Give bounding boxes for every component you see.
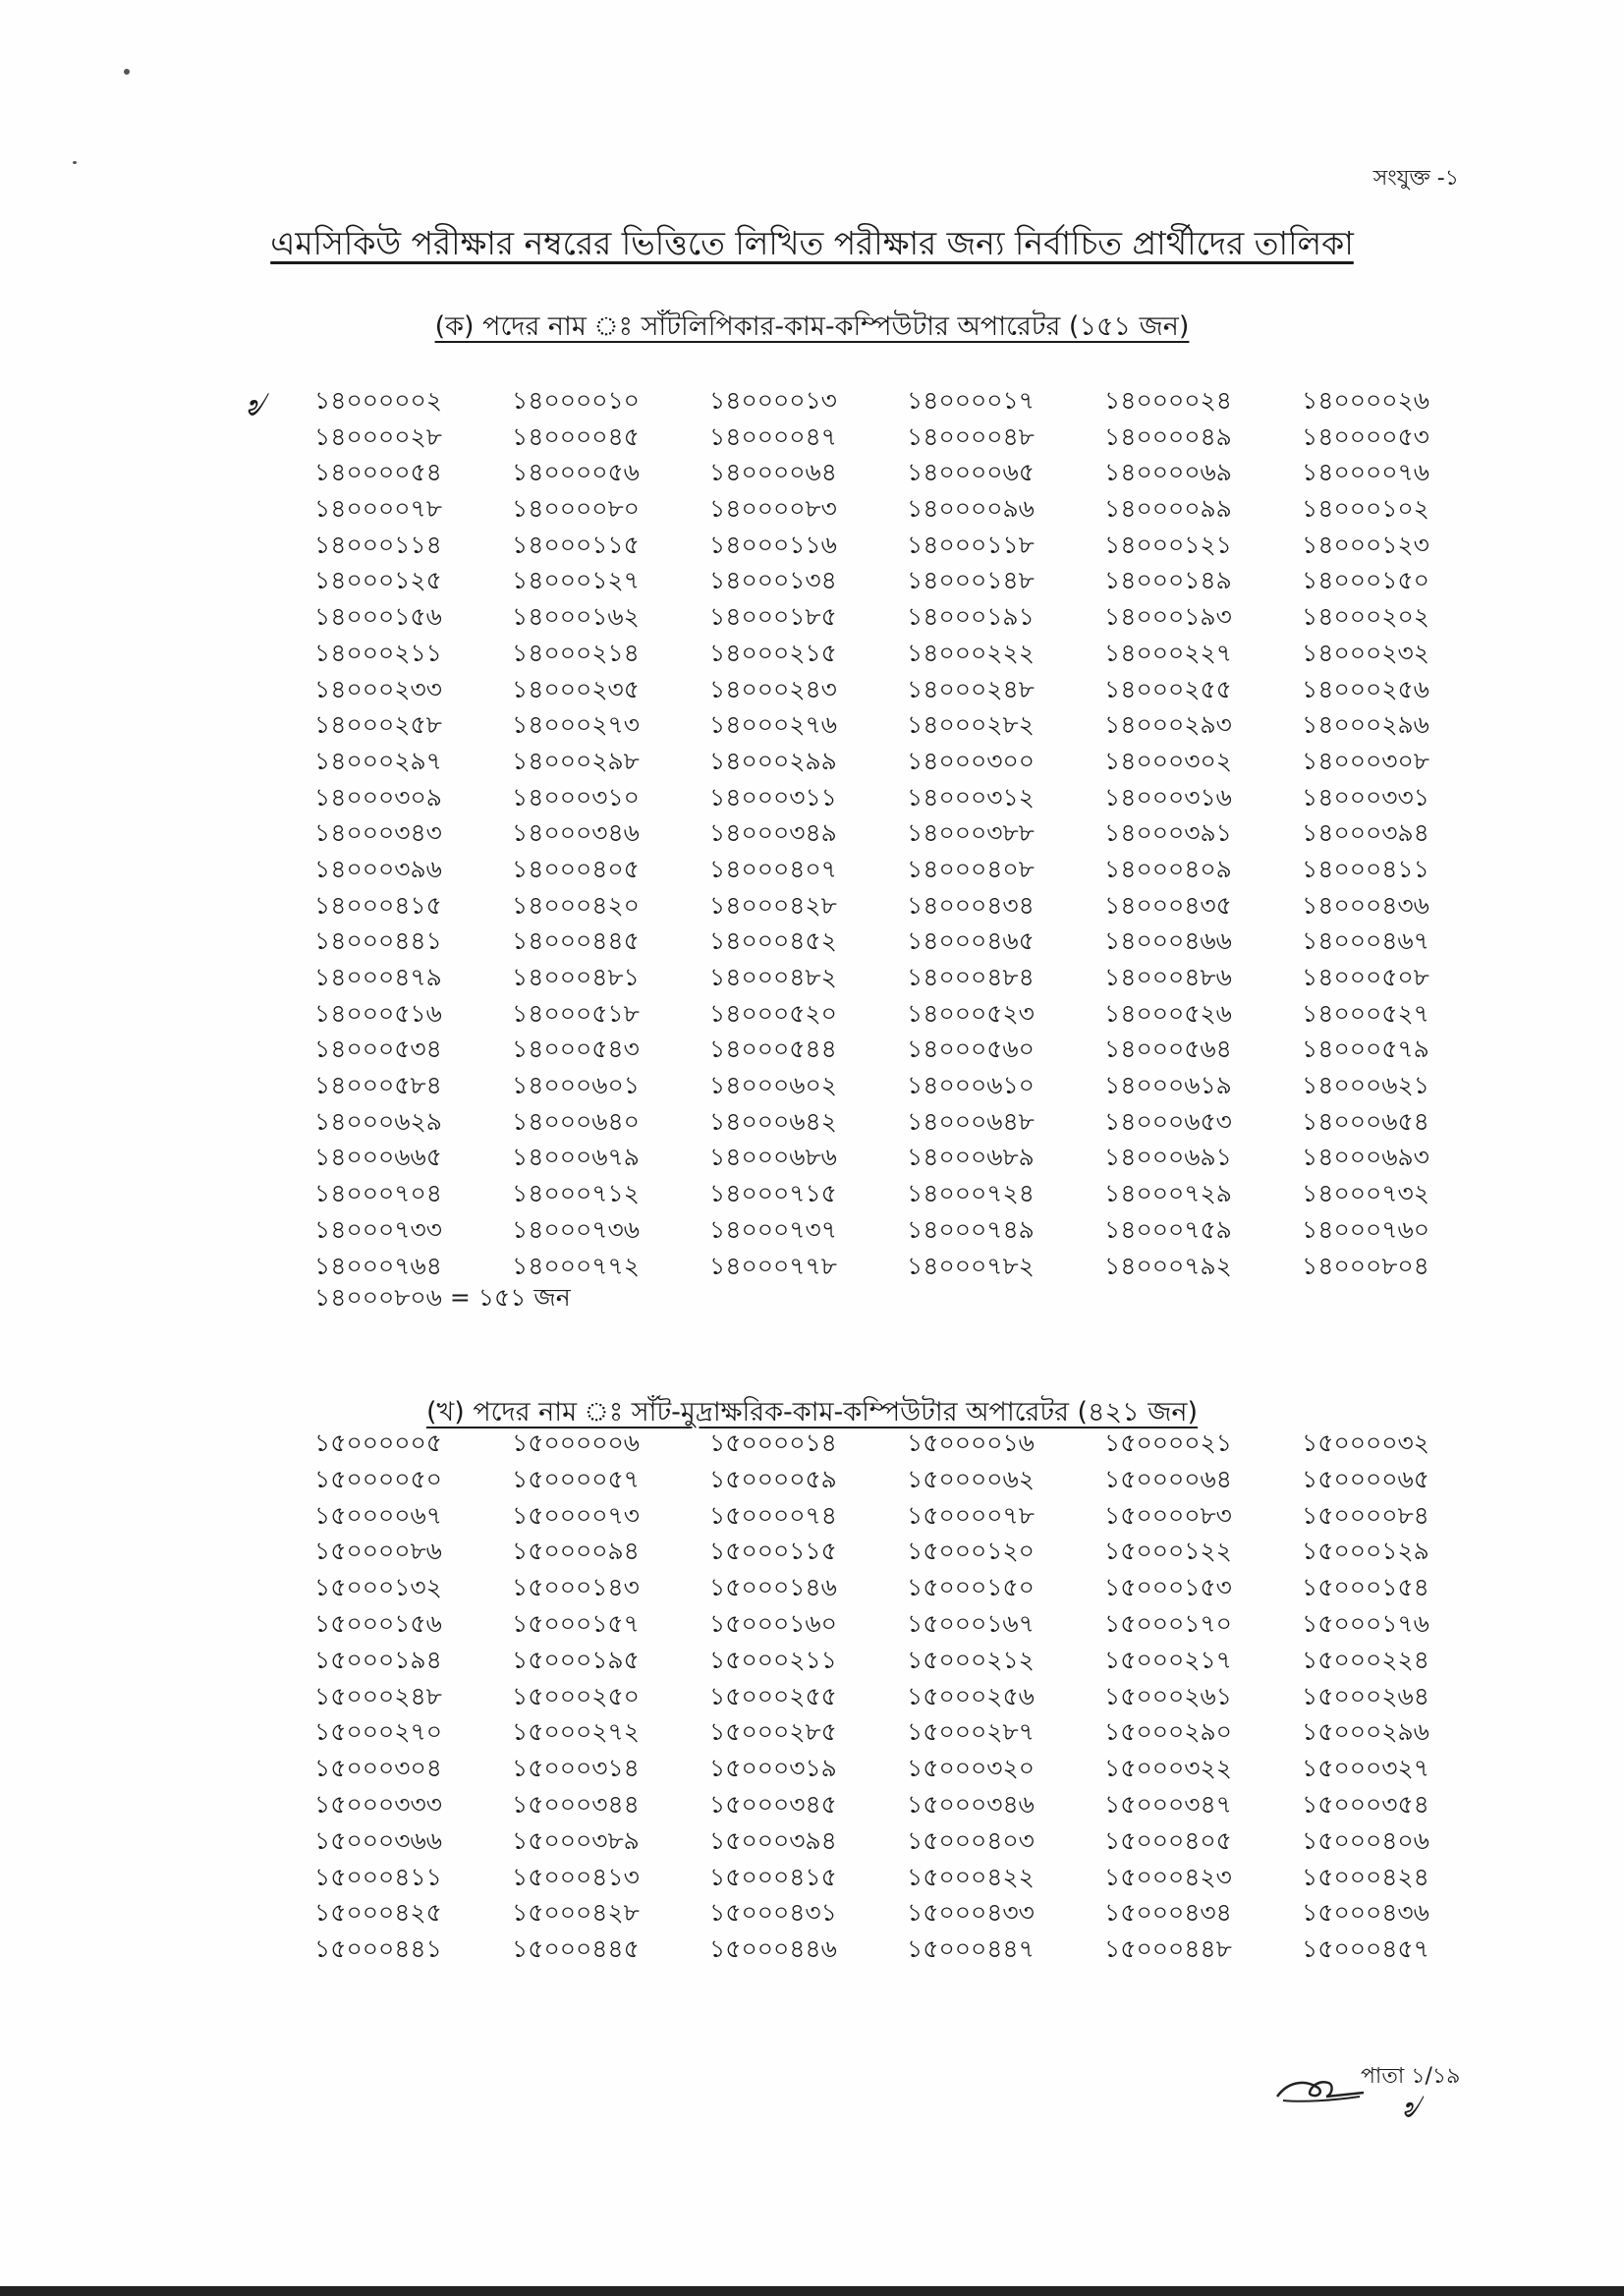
roll-number: ১৪০০০৩১২ <box>907 782 1035 812</box>
roll-number: ১৪০০০১২৫ <box>314 566 442 595</box>
roll-number: ১৪০০০৪০৫ <box>512 854 640 883</box>
roll-number: ১৫০০০৪৫৭ <box>1302 1934 1429 1964</box>
roll-number: ১৪০০০১১৮ <box>907 530 1035 559</box>
roll-number: ১৪০০০৫২০ <box>709 998 837 1028</box>
roll-number: ১৫০০০৩৬৬ <box>314 1825 442 1855</box>
roll-number: ১৪০০০৭৩৭ <box>709 1214 837 1244</box>
roll-number: ১৫০০০০৩২ <box>1302 1428 1429 1457</box>
roll-number: ১৫০০০৪১৩ <box>512 1862 640 1891</box>
roll-number: ১৪০০০৫০৮ <box>1302 963 1429 991</box>
roll-number: ১৪০০০৬১৯ <box>1104 1071 1232 1100</box>
roll-number: ১৫০০০২১২ <box>907 1645 1035 1674</box>
roll-number: ১৪০০০২৯৯ <box>709 746 837 775</box>
roll-number: ১৪০০০৫৪৩ <box>512 1035 640 1064</box>
roll-number: ১৫০০০২৬৪ <box>1302 1681 1429 1710</box>
roll-number: ১৪০০০২৫৮ <box>314 710 442 740</box>
roll-number: ১৫০০০২৪৮ <box>314 1681 442 1710</box>
roll-number: ১৪০০০০২৪ <box>1104 386 1232 415</box>
roll-number: ১৪০০০০৬৫ <box>907 458 1035 487</box>
roll-number: ১৪০০০২০২ <box>1302 602 1429 632</box>
roll-number: ১৪০০০৫২৬ <box>1104 998 1232 1028</box>
roll-number: ১৪০০০০২৮ <box>314 421 442 451</box>
roll-number: ১৫০০০১৫৬ <box>314 1608 442 1638</box>
scan-edge <box>0 2286 1624 2296</box>
roll-number: ১৪০০০৩৯১ <box>1104 818 1232 848</box>
roll-number: ১৪০০০২৫৫ <box>1104 674 1232 703</box>
roll-number: ১৫০০০০০৬ <box>512 1428 640 1457</box>
roll-number: ১৫০০০০৯৪ <box>512 1537 640 1566</box>
roll-number: ১৫০০০৩২৭ <box>1302 1754 1429 1783</box>
roll-number: ১৪০০০৬৮৬ <box>709 1143 837 1172</box>
roll-number: ১৫০০০০৭৪ <box>709 1500 837 1530</box>
roll-number: ১৫০০০২৯৬ <box>1302 1717 1429 1747</box>
roll-number: ১৪০০০৪২৮ <box>709 890 837 920</box>
scan-speck <box>73 161 77 164</box>
roll-number: ১৫০০০২৭২ <box>512 1717 640 1747</box>
roll-number: ১৪০০০৪০৮ <box>907 854 1035 883</box>
roll-number: ১৪০০০২২৭ <box>1104 638 1232 667</box>
roll-number: ১৪০০০৩০২ <box>1104 746 1232 775</box>
roll-number: ১৪০০০১৯৩ <box>1104 602 1232 632</box>
roll-number: ১৫০০০৩৯৪ <box>709 1825 837 1855</box>
roll-number: ১৪০০০৭২৪ <box>907 1179 1035 1208</box>
roll-number: ১৪০০০৭০৪ <box>314 1179 442 1208</box>
roll-number: ১৪০০০২৯৮ <box>512 746 640 775</box>
page-title: এমসিকিউ পরীক্ষার নম্বরের ভিত্তিতে লিখিত পরীক্ষার জন্য নির্বাচিত প্রার্থীদের তালিকা <box>270 224 1354 262</box>
roll-number: ১৫০০০০৫০ <box>314 1464 442 1493</box>
roll-number: ১৫০০০০৮৩ <box>1104 1500 1232 1530</box>
roll-number: ১৫০০০৩১৪ <box>512 1754 640 1783</box>
roll-number: ১৫০০০৪৪৬ <box>709 1934 837 1964</box>
roll-number: ১৪০০০৩৯৪ <box>1302 818 1429 848</box>
roll-number: ১৪০০০৬৫৩ <box>1104 1106 1232 1136</box>
roll-number: ১৪০০০৪৪৫ <box>512 926 640 956</box>
roll-number: ১৫০০০০৫৯ <box>709 1464 837 1493</box>
roll-number: ১৪০০০৬৭৯ <box>512 1143 640 1172</box>
roll-number: ১৫০০০৪০৬ <box>1302 1825 1429 1855</box>
roll-number: ১৫০০০১৫৭ <box>512 1608 640 1638</box>
roll-number: ১৫০০০৩৪৬ <box>907 1789 1035 1819</box>
roll-number: ১৫০০০০৬৫ <box>1302 1464 1429 1493</box>
roll-number: ১৫০০০২৮৫ <box>709 1717 837 1747</box>
roll-number: ১৫০০০৩১৯ <box>709 1754 837 1783</box>
roll-number: ১৪০০০২৩৩ <box>314 674 442 703</box>
roll-number: ১৫০০০১৬০ <box>709 1608 837 1638</box>
roll-number: ১৫০০০৩৫৪ <box>1302 1789 1429 1819</box>
roll-number: ১৫০০০৪৩৪ <box>1104 1898 1232 1928</box>
annex-label: সংযুক্ত -১ <box>1372 166 1459 191</box>
roll-number: ১৪০০০২৪৩ <box>709 674 837 703</box>
roll-number: ১৪০০০০৪৯ <box>1104 421 1232 451</box>
roll-number: ১৫০০০১২২ <box>1104 1537 1232 1566</box>
roll-number: ১৪০০০৭৭৮ <box>709 1251 837 1280</box>
roll-number: ১৪০০০৬৪২ <box>709 1106 837 1136</box>
roll-number: ১৪০০০০৪৫ <box>512 421 640 451</box>
roll-number: ১৪০০০৭৯২ <box>1104 1251 1232 1280</box>
roll-number: ১৪০০০৭৭২ <box>512 1251 640 1280</box>
roll-number: ১৪০০০৬৬৫ <box>314 1143 442 1172</box>
roll-number: ১৪০০০৩৪৬ <box>512 818 640 848</box>
roll-number: ১৪০০০০১০ <box>512 386 640 415</box>
roll-number: ১৪০০০৩০৮ <box>1302 746 1429 775</box>
roll-number: ১৪০০০০৫৩ <box>1302 421 1429 451</box>
roll-number: ১৪০০০১০২ <box>1302 494 1429 524</box>
roll-number: ১৫০০০২১৭ <box>1104 1645 1232 1674</box>
roll-number: ১৪০০০৪৮৪ <box>907 963 1035 991</box>
roll-number: ১৪০০০৬৯১ <box>1104 1143 1232 1172</box>
roll-number: ১৪০০০০৬৪ <box>709 458 837 487</box>
roll-number: ১৫০০০০৫৭ <box>512 1464 640 1493</box>
roll-number: ১৪০০০২৯৭ <box>314 746 442 775</box>
roll-number: ১৫০০০৪৪৭ <box>907 1934 1035 1964</box>
roll-number: ১৫০০০০৮৪ <box>1302 1500 1429 1530</box>
roll-number: ১৫০০০১৭৬ <box>1302 1608 1429 1638</box>
roll-number: ১৫০০০৩৪৫ <box>709 1789 837 1819</box>
roll-number: ১৫০০০১২০ <box>907 1537 1035 1566</box>
roll-number: ১৪০০০১১৬ <box>709 530 837 559</box>
roll-number: ১৪০০০৭৩২ <box>1302 1179 1429 1208</box>
roll-number: ১৪০০০১২৭ <box>512 566 640 595</box>
roll-number: ১৪০০০০৪৭ <box>709 421 837 451</box>
roll-number: ১৪০০০৬৪০ <box>512 1106 640 1136</box>
roll-number: ১৪০০০৭৩৩ <box>314 1214 442 1244</box>
roll-number: ১৫০০০১৬৭ <box>907 1608 1035 1638</box>
roll-number: ১৫০০০১৪৩ <box>512 1573 640 1602</box>
roll-number: ১৪০০০০৭৬ <box>1302 458 1429 487</box>
roll-number: ১৪০০০৩৪৯ <box>709 818 837 848</box>
roll-number: ১৪০০০৪০৭ <box>709 854 837 883</box>
roll-number: ১৪০০০১৪৯ <box>1104 566 1232 595</box>
roll-number: ১৪০০০০৫৬ <box>512 458 640 487</box>
roll-number: ১৫০০০২৫৬ <box>907 1681 1035 1710</box>
roll-number: ১৫০০০১৯৪ <box>314 1645 442 1674</box>
roll-number: ১৪০০০০৯৯ <box>1104 494 1232 524</box>
roll-number: ১৪০০০৩৩১ <box>1302 782 1429 812</box>
roll-number: ১৫০০০১১৫ <box>709 1537 837 1566</box>
roll-number: ১৪০০০১২৩ <box>1302 530 1429 559</box>
roll-number: ১৫০০০১৫৩ <box>1104 1573 1232 1602</box>
roll-number: ১৪০০০৬৮৯ <box>907 1143 1035 1172</box>
roll-number: ১৪০০০২৮২ <box>907 710 1035 740</box>
roll-number: ১৪০০০৭৪৯ <box>907 1214 1035 1244</box>
roll-number: ১৪০০০৫২৩ <box>907 998 1035 1028</box>
roll-number: ১৪০০০৪৫২ <box>709 926 837 956</box>
roll-number: ১৪০০০০৯৬ <box>907 494 1035 524</box>
roll-number: ১৪০০০১৪৮ <box>907 566 1035 595</box>
roll-number: ১৫০০০৪৩৩ <box>907 1898 1035 1928</box>
roll-number: ১৪০০০৩৪৩ <box>314 818 442 848</box>
roll-number: ১৫০০০০১৬ <box>907 1428 1035 1457</box>
roll-number: ১৪০০০২১৫ <box>709 638 837 667</box>
roll-number: ১৫০০০১৯৫ <box>512 1645 640 1674</box>
roll-number: ১৪০০০৪৬৭ <box>1302 926 1429 956</box>
roll-number: ১৪০০০৬৫৪ <box>1302 1106 1429 1136</box>
roll-number: ১৪০০০১৫৬ <box>314 602 442 632</box>
roll-number: ১৪০০০৪৮১ <box>512 963 640 991</box>
roll-number: ১৫০০০৪০৩ <box>907 1825 1035 1855</box>
roll-number: ১৫০০০১৩২ <box>314 1573 442 1602</box>
roll-number: ১৫০০০০৬৪ <box>1104 1464 1232 1493</box>
section-a-roll-list <box>314 383 1499 1284</box>
roll-number: ১৫০০০০৬৭ <box>314 1500 442 1530</box>
roll-number: ১৪০০০৭৮২ <box>907 1251 1035 1280</box>
roll-number: ১৪০০০৮০৪ <box>1302 1251 1429 1280</box>
roll-number: ১৪০০০০৪৮ <box>907 421 1035 451</box>
roll-number: ১৫০০০২৫০ <box>512 1681 640 1710</box>
initial-mark-bottom: ৶ <box>1402 2087 1420 2126</box>
roll-number: ১৪০০০৭২৯ <box>1104 1179 1232 1208</box>
roll-number: ১৫০০০৪২৫ <box>314 1898 442 1928</box>
roll-number: ১৫০০০৩০৪ <box>314 1754 442 1783</box>
roll-number: ১৫০০০৪৪৫ <box>512 1934 640 1964</box>
roll-number: ১৫০০০২২৪ <box>1302 1645 1429 1674</box>
roll-number: ১৫০০০৪৩১ <box>709 1898 837 1928</box>
roll-number: ১৪০০০২৯৩ <box>1104 710 1232 740</box>
roll-number: ১৪০০০৪৮২ <box>709 963 837 991</box>
roll-number: ১৫০০০৪৪১ <box>314 1934 442 1964</box>
roll-number: ১৪০০০১৬২ <box>512 602 640 632</box>
roll-number: ১৪০০০৫১৬ <box>314 998 442 1028</box>
roll-number: ১৪০০০৪৪১ <box>314 926 442 956</box>
roll-number: ১৫০০০২৭০ <box>314 1717 442 1747</box>
roll-number: ১৫০০০৩২০ <box>907 1754 1035 1783</box>
roll-number: ১৪০০০৪১৫ <box>314 890 442 920</box>
roll-number: ১৪০০০৫৬৪ <box>1104 1035 1232 1064</box>
roll-number: ১৫০০০১৪৬ <box>709 1573 837 1602</box>
roll-number: ১৪০০০৫৮৪ <box>314 1071 442 1100</box>
roll-number: ১৫০০০৩২২ <box>1104 1754 1232 1783</box>
roll-number: ১৪০০০৩১০ <box>512 782 640 812</box>
roll-number: ১৪০০০৪২০ <box>512 890 640 920</box>
roll-number: ১৪০০০৬২১ <box>1302 1071 1429 1100</box>
roll-number: ১৫০০০২১১ <box>709 1645 837 1674</box>
roll-number: ১৪০০০২১১ <box>314 638 442 667</box>
section-b-roll-list <box>314 1426 1499 1968</box>
roll-number: ১৫০০০৩৪৪ <box>512 1789 640 1819</box>
roll-number: ১৫০০০১৫৪ <box>1302 1573 1429 1602</box>
roll-number: ১৫০০০১২৯ <box>1302 1537 1429 1566</box>
roll-number: ১৫০০০০১৪ <box>709 1428 837 1457</box>
roll-number: ১৪০০০৫১৮ <box>512 998 640 1028</box>
section-b-title: (খ) পদের নাম ঃ সাঁট-মুদ্রাক্ষরিক-কাম-কম্পিউটার অপারেটর (৪২১ জন) <box>425 1397 1199 1428</box>
section-a-total: ১৪০০০৮০৬ = ১৫১ জন <box>314 1283 571 1312</box>
roll-number: ১৪০০০২২২ <box>907 638 1035 667</box>
roll-number: ১৪০০০১২১ <box>1104 530 1232 559</box>
roll-number: ১৪০০০৩৯৬ <box>314 854 442 883</box>
roll-number: ১৪০০০২৭৩ <box>512 710 640 740</box>
roll-number: ১৫০০০৩৩৩ <box>314 1789 442 1819</box>
roll-number: ১৫০০০৪১৫ <box>709 1862 837 1891</box>
signature-icon <box>1273 2065 1368 2108</box>
roll-number: ১৪০০০১৮৫ <box>709 602 837 632</box>
roll-number: ১৫০০০৪২৮ <box>512 1898 640 1928</box>
roll-number: ১৪০০০৬০১ <box>512 1071 640 1100</box>
roll-number: ১৫০০০০০৫ <box>314 1428 442 1457</box>
roll-number: ১৪০০০৪৬৬ <box>1104 926 1232 956</box>
roll-number: ১৫০০০২৮৭ <box>907 1717 1035 1747</box>
roll-number: ১৪০০০০১৭ <box>907 386 1035 415</box>
roll-number: ১৪০০০২৩২ <box>1302 638 1429 667</box>
roll-number: ১৪০০০৪৮৬ <box>1104 963 1232 991</box>
roll-number: ১৫০০০৪২৩ <box>1104 1862 1232 1891</box>
roll-number: ১৪০০০১৫০ <box>1302 566 1429 595</box>
roll-number: ১৪০০০২৭৬ <box>709 710 837 740</box>
roll-number: ১৪০০০৭৫৯ <box>1104 1214 1232 1244</box>
roll-number: ১৪০০০২৪৮ <box>907 674 1035 703</box>
roll-number: ১৫০০০১৫০ <box>907 1573 1035 1602</box>
roll-number: ১৪০০০২৫৬ <box>1302 674 1429 703</box>
roll-number: ১৫০০০০২১ <box>1104 1428 1232 1457</box>
roll-number: ১৪০০০০৮৩ <box>709 494 837 524</box>
roll-number: ১৪০০০৬০২ <box>709 1071 837 1100</box>
roll-number: ১৫০০০৩৪৭ <box>1104 1789 1232 1819</box>
roll-number: ১৪০০০০২৬ <box>1302 386 1429 415</box>
roll-number: ১৪০০০৭১৫ <box>709 1179 837 1208</box>
roll-number: ১৫০০০০৭৩ <box>512 1500 640 1530</box>
roll-number: ১৪০০০১১৪ <box>314 530 442 559</box>
roll-number: ১৫০০০১৭০ <box>1104 1608 1232 1638</box>
roll-number: ১৪০০০৭১২ <box>512 1179 640 1208</box>
roll-number: ১৫০০০৪২৪ <box>1302 1862 1429 1891</box>
roll-number: ১৪০০০৪৩৪ <box>907 890 1035 920</box>
roll-number: ১৪০০০৪৩৬ <box>1302 890 1429 920</box>
roll-number: ১৪০০০৪৬৫ <box>907 926 1035 956</box>
roll-number: ১৪০০০০০২ <box>314 386 442 415</box>
roll-number: ১৫০০০০৬২ <box>907 1464 1035 1493</box>
roll-number: ১৪০০০৭৩৬ <box>512 1214 640 1244</box>
roll-number: ১৫০০০৪৩৬ <box>1302 1898 1429 1928</box>
roll-number: ১৪০০০৪৩৫ <box>1104 890 1232 920</box>
roll-number: ১৪০০০৩১৬ <box>1104 782 1232 812</box>
roll-number: ১৪০০০৪১১ <box>1302 854 1429 883</box>
roll-number: ১৫০০০২৫৫ <box>709 1681 837 1710</box>
roll-number: ১৫০০০০৮৬ <box>314 1537 442 1566</box>
roll-number: ১৫০০০৩৮৯ <box>512 1825 640 1855</box>
roll-number: ১৪০০০৩০৯ <box>314 782 442 812</box>
roll-number: ১৪০০০০১৩ <box>709 386 837 415</box>
roll-number: ১৫০০০২৬১ <box>1104 1681 1232 1710</box>
roll-number: ১৪০০০৬৪৮ <box>907 1106 1035 1136</box>
roll-number: ১৪০০০৩০০ <box>907 746 1035 775</box>
page-number: পাতা ১/১৯ <box>1361 2064 1461 2089</box>
roll-number: ১৪০০০৬১০ <box>907 1071 1035 1100</box>
roll-number: ১৪০০০৬৯৩ <box>1302 1143 1429 1172</box>
roll-number: ১৪০০০২৯৬ <box>1302 710 1429 740</box>
roll-number: ১৪০০০০৫৪ <box>314 458 442 487</box>
roll-number: ১৪০০০২১৪ <box>512 638 640 667</box>
roll-number: ১৪০০০০৭৮ <box>314 494 442 524</box>
scan-speck <box>124 69 130 75</box>
roll-number: ১৪০০০৫৭৯ <box>1302 1035 1429 1064</box>
roll-number: ১৫০০০৪১১ <box>314 1862 442 1891</box>
roll-number: ১৪০০০৪০৯ <box>1104 854 1232 883</box>
roll-number: ১৫০০০৪২২ <box>907 1862 1035 1891</box>
roll-number: ১৪০০০৫৩৪ <box>314 1035 442 1064</box>
initial-mark: ৶ <box>246 384 265 424</box>
roll-number: ১৪০০০৫৪৪ <box>709 1035 837 1064</box>
roll-number: ১৫০০০৪০৫ <box>1104 1825 1232 1855</box>
roll-number: ১৪০০০৬২৯ <box>314 1106 442 1136</box>
roll-number: ১৪০০০১৩৪ <box>709 566 837 595</box>
roll-number: ১৪০০০৪৭৯ <box>314 963 442 991</box>
roll-number: ১৪০০০০৬৯ <box>1104 458 1232 487</box>
roll-number: ১৫০০০২৯০ <box>1104 1717 1232 1747</box>
roll-number: ১৪০০০৩১১ <box>709 782 837 812</box>
roll-number: ১৫০০০০৭৮ <box>907 1500 1035 1530</box>
roll-number: ১৪০০০৫৬০ <box>907 1035 1035 1064</box>
roll-number: ১৪০০০১১৫ <box>512 530 640 559</box>
roll-number: ১৪০০০৭৬০ <box>1302 1214 1429 1244</box>
roll-number: ১৪০০০২৩৫ <box>512 674 640 703</box>
roll-number: ১৪০০০৫২৭ <box>1302 998 1429 1028</box>
roll-number: ১৫০০০৪৪৮ <box>1104 1934 1232 1964</box>
section-a-title: (ক) পদের নাম ঃ সাঁটলিপিকার-কাম-কম্পিউটার অপারেটর (১৫১ জন) <box>434 311 1190 342</box>
roll-number: ১৪০০০০৮০ <box>512 494 640 524</box>
roll-number: ১৪০০০১৯১ <box>907 602 1035 632</box>
roll-number: ১৪০০০৩৮৮ <box>907 818 1035 848</box>
roll-number: ১৪০০০৭৬৪ <box>314 1251 442 1280</box>
